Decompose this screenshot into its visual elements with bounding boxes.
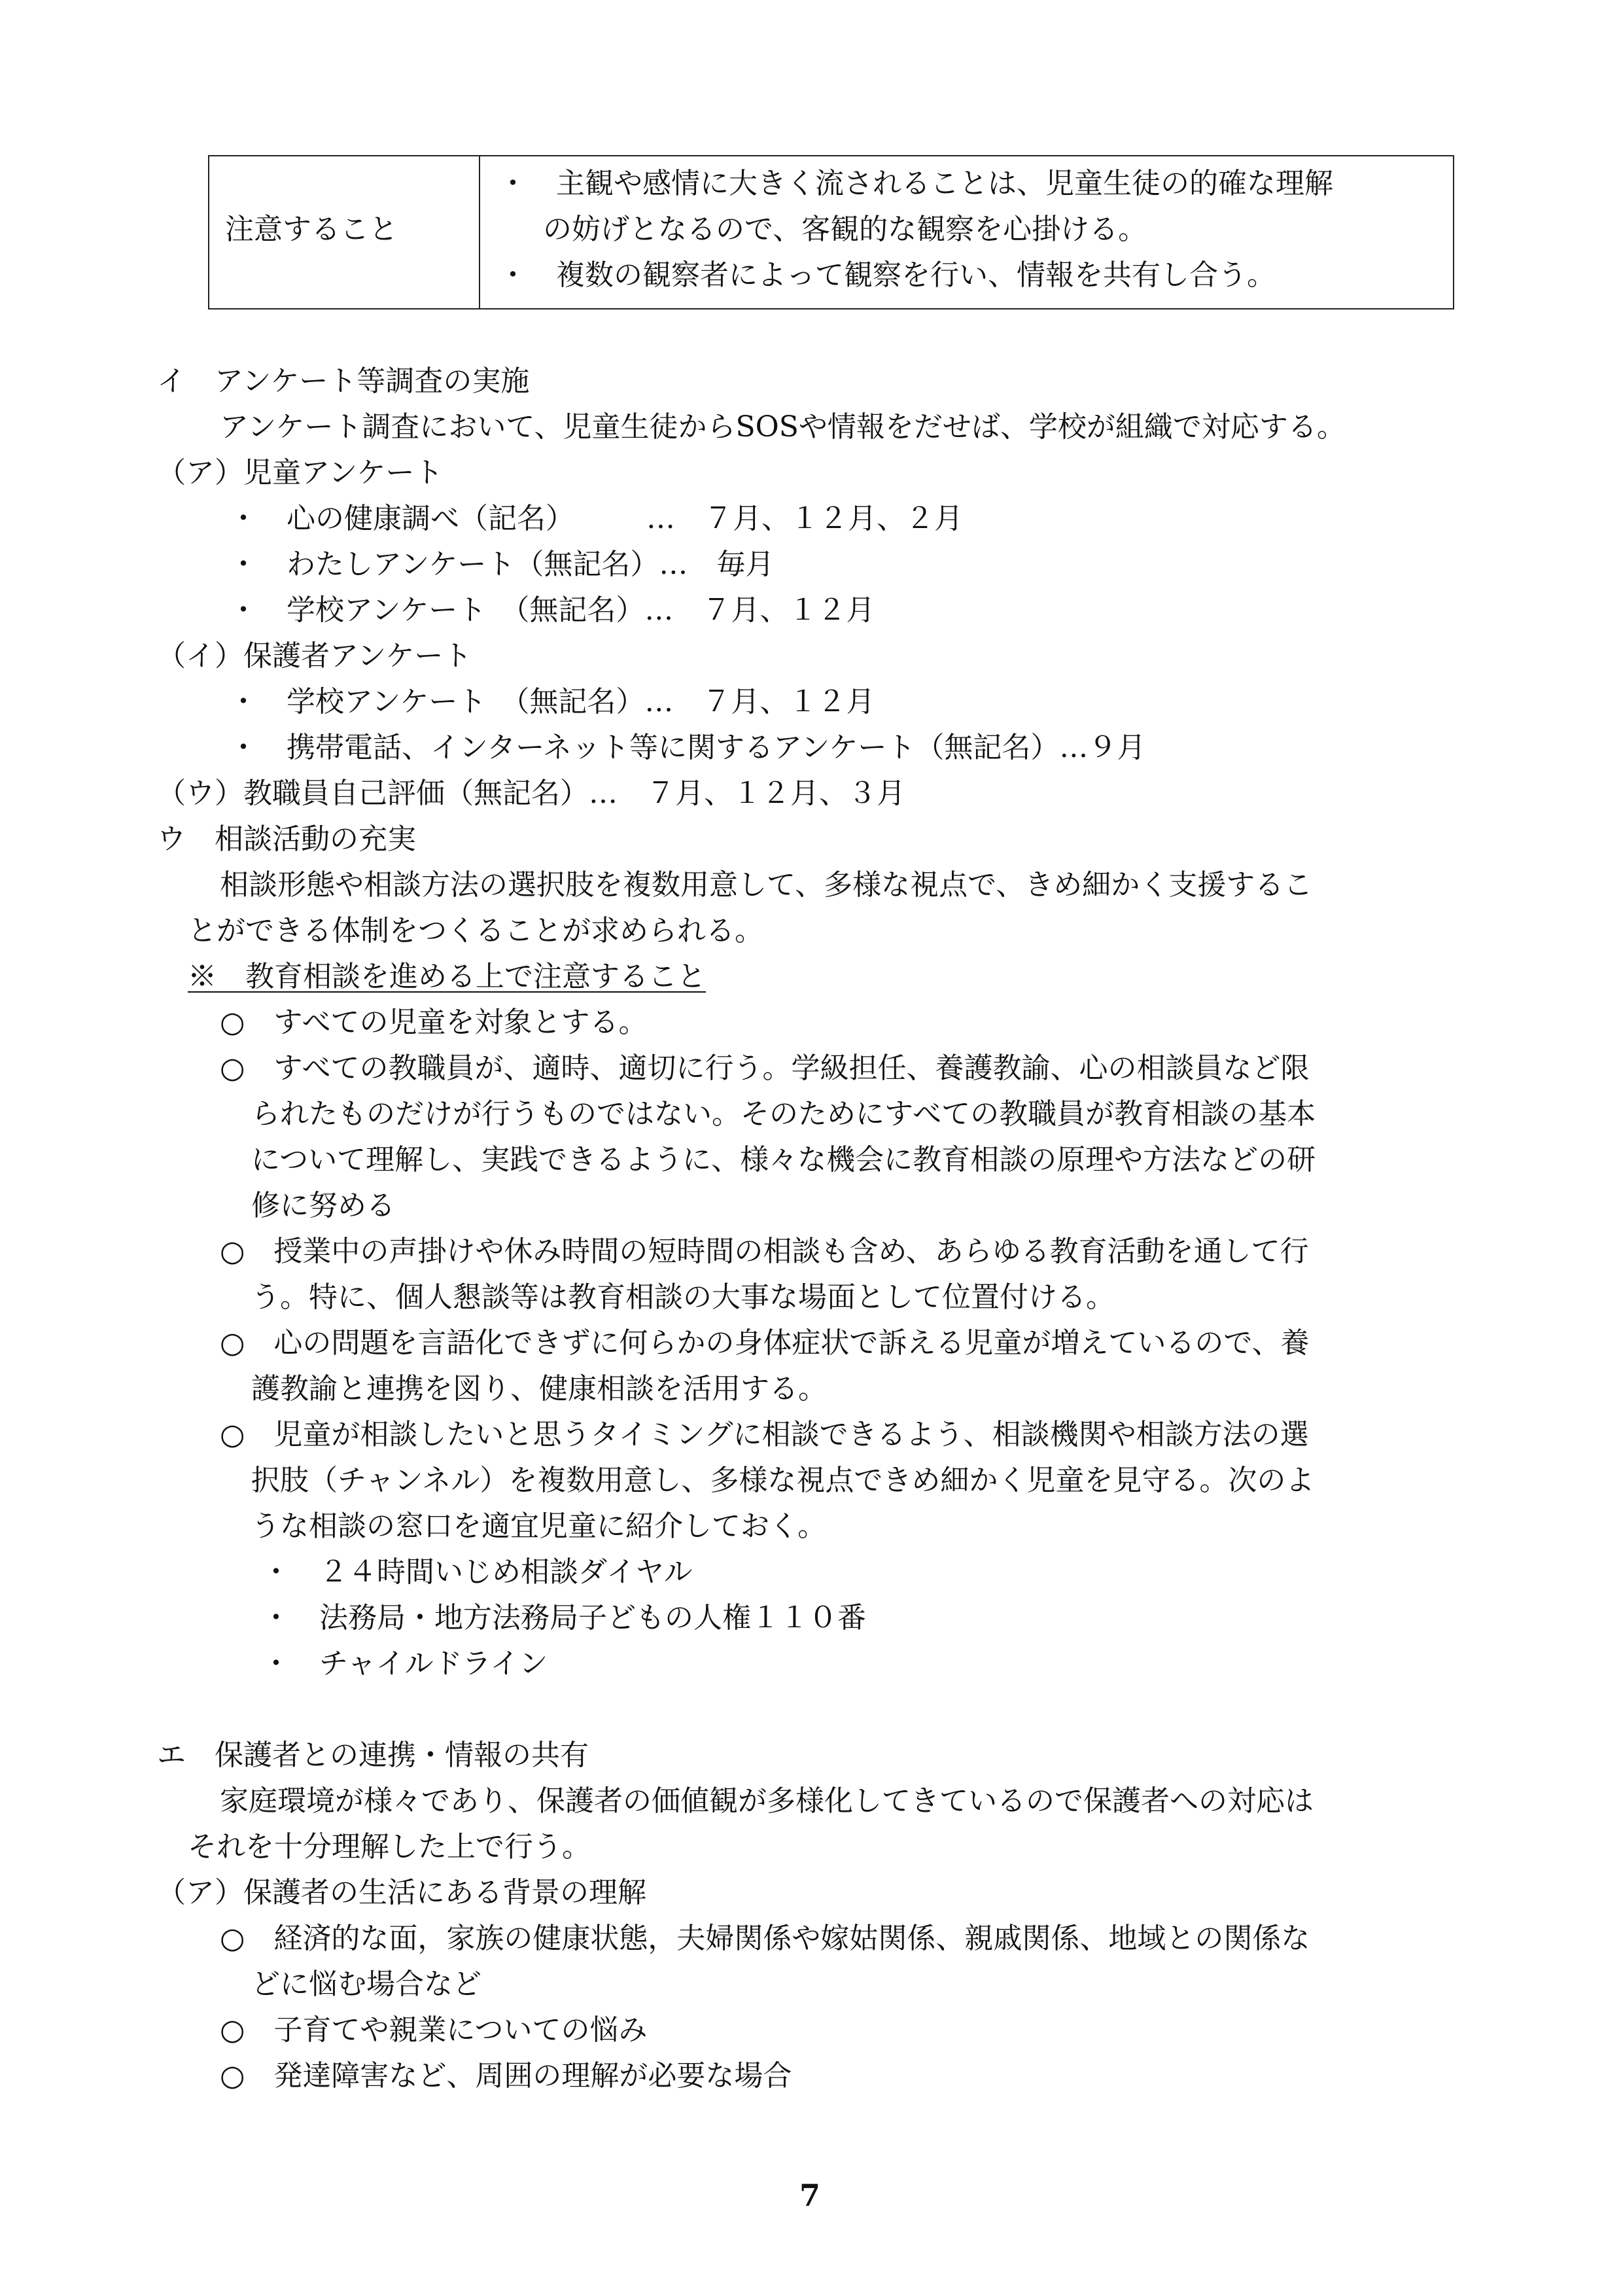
subheading-child-survey: （ア）児童アンケート: [157, 456, 444, 489]
table-label: 注意すること: [225, 213, 398, 246]
list-item: ○ 児童が相談したいと思うタイミングに相談できるよう、相談機関や相談方法の選: [220, 1418, 1309, 1451]
list-item: ○ すべての教職員が、適時、適切に行う。学級担任、養護教諭、心の相談員など限: [220, 1051, 1310, 1085]
contact-item: ・ ２４時間いじめ相談ダイヤル: [262, 1555, 693, 1589]
page-number: 7: [799, 2178, 821, 2213]
list-item-continuation: 択肢（チャンネル）を複数用意し、多様な視点できめ細かく児童を見守る。次のよ: [251, 1464, 1315, 1497]
note-heading: ※ 教育相談を進める上で注意すること: [188, 960, 706, 993]
list-item-continuation: 護教諭と連携を図り、健康相談を活用する。: [251, 1372, 827, 1405]
list-item: ○ 経済的な面，家族の健康状態，夫婦関係や嫁姑関係、親戚関係、地域との関係な: [220, 1922, 1310, 1955]
contact-item: ・ チャイルドライン: [262, 1647, 548, 1680]
table-line: ・ 主観や感情に大きく流されることは、児童生徒の的確な理解: [498, 167, 1333, 200]
subheading-staff-evaluation: （ウ）教職員自己評価（無記名）… ７月、１２月、３月: [157, 777, 905, 810]
list-item: ・ 携帯電話、インターネット等に関するアンケート（無記名）…９月: [229, 731, 1146, 764]
list-item: ○ 心の問題を言語化できずに何らかの身体症状で訴える児童が増えているので、養: [220, 1326, 1310, 1360]
table-line: ・ 複数の観察者によって観察を行い、情報を共有し合う。: [498, 258, 1276, 292]
subheading-parent-survey: （イ）保護者アンケート: [157, 639, 472, 673]
list-item: ○ 子育てや親業についての悩み: [220, 2013, 648, 2047]
list-item: ○ すべての児童を対象とする。: [220, 1006, 648, 1039]
table-line: の妨げとなるので、客観的な観察を心掛ける。: [543, 213, 1147, 246]
list-item: ○ 授業中の声掛けや休み時間の短時間の相談も含め、あらゆる教育活動を通して行: [220, 1235, 1309, 1268]
subheading-parent-background: （ア）保護者の生活にある背景の理解: [157, 1876, 646, 1909]
paragraph-line: 相談形態や相談方法の選択肢を複数用意して、多様な視点で、きめ細かく支援するこ: [220, 868, 1313, 902]
list-item-continuation: どに悩む場合など: [251, 1968, 481, 2001]
list-item-continuation: について理解し、実践できるように、様々な機会に教育相談の原理や方法などの研: [251, 1143, 1316, 1176]
list-item-continuation: 修に努める: [251, 1189, 395, 1222]
list-item: ・ 学校アンケート （無記名）… ７月、１２月: [229, 593, 875, 627]
list-item: ・ 学校アンケート （無記名）… ７月、１２月: [229, 685, 875, 718]
list-item: ・ 心の健康調べ（記名） … ７月、１２月、２月: [229, 502, 963, 535]
paragraph-line: それを十分理解した上で行う。: [188, 1830, 591, 1863]
list-item-continuation: られたものだけが行うものではない。そのためにすべての教職員が教育相談の基本: [251, 1097, 1316, 1131]
paragraph-line: 家庭環境が様々であり、保護者の価値観が多様化してきているので保護者への対応は: [220, 1784, 1314, 1818]
list-item-continuation: うな相談の窓口を適宜児童に紹介しておく。: [251, 1510, 827, 1543]
list-item: ・ わたしアンケート（無記名）… 毎月: [229, 548, 775, 581]
section-heading-parents: エ 保護者との連携・情報の共有: [157, 1739, 589, 1772]
caution-table: [208, 155, 1454, 309]
section-heading-consultation: ウ 相談活動の充実: [157, 822, 416, 856]
list-item: ○ 発達障害など、周囲の理解が必要な場合: [220, 2059, 792, 2093]
paragraph-line: アンケート調査において、児童生徒からSOSや情報をだせば、学校が組織で対応する。: [220, 410, 1346, 444]
section-heading-survey: イ アンケート等調査の実施: [157, 364, 530, 398]
paragraph-line: とができる体制をつくることが求められる。: [188, 914, 763, 947]
contact-item: ・ 法務局・地方法務局子どもの人権１１０番: [262, 1601, 866, 1634]
table-divider: [479, 156, 480, 308]
list-item-continuation: う。特に、個人懇談等は教育相談の大事な場面として位置付ける。: [251, 1280, 1115, 1314]
